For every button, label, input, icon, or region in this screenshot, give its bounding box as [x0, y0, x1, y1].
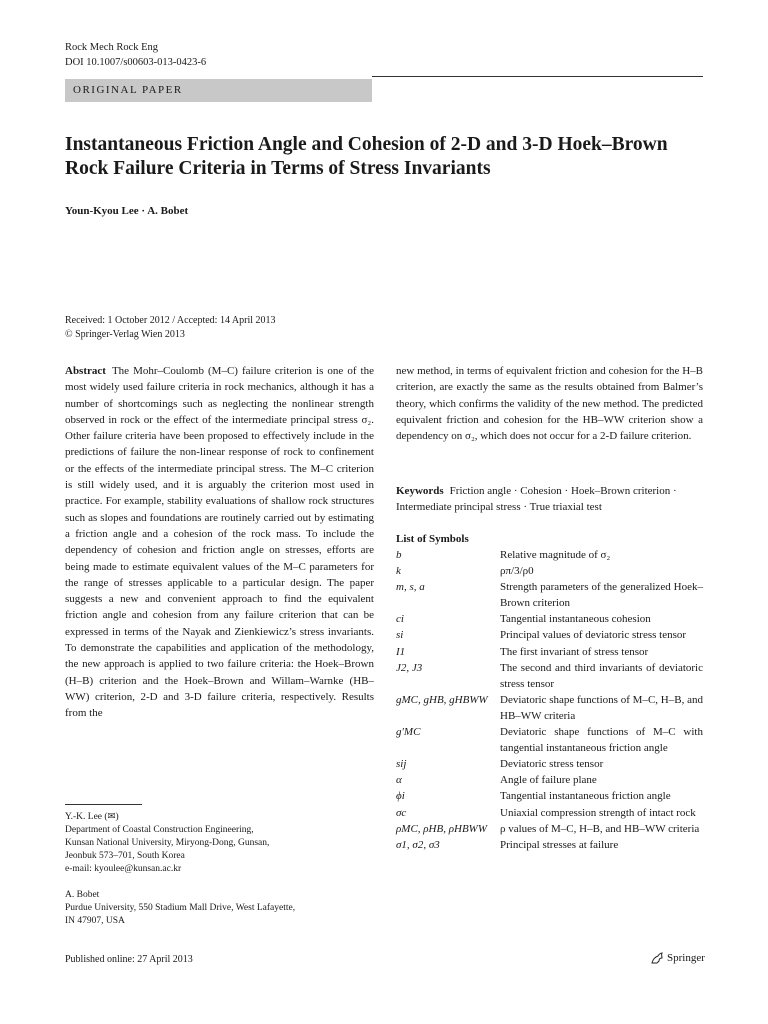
symbol-description: Tangential instantaneous cohesion — [500, 613, 651, 626]
paper-type-banner: ORIGINAL PAPER — [65, 79, 372, 102]
symbol-row — [396, 660, 703, 692]
symbol-description: Angle of failure plane — [500, 774, 597, 787]
symbol: α — [396, 774, 402, 787]
footnote-rule — [65, 804, 142, 805]
dates — [65, 314, 276, 342]
abstract-column-2: new method, in terms of equivalent friction and cohesion for the H–B criterion, are exactly the same as the results obtained from Balmer’s theory, which confirms the validity of the new method. The predicted equivalent friction and cohesion for the HB–WW criterion show a dependency on σ₂, which does not occur for a 2-D failure criterion. — [396, 365, 703, 443]
symbol: g′MC — [396, 726, 421, 739]
header-rule — [372, 76, 703, 77]
symbol: σc — [396, 806, 407, 819]
symbol-row — [396, 692, 703, 724]
keywords — [396, 483, 703, 516]
symbol-description: The first invariant of stress tensor — [500, 645, 649, 658]
affiliation-line: Department of Coastal Construction Engineering, — [65, 825, 254, 835]
affiliation-line: IN 47907, USA — [65, 916, 125, 926]
affiliation-line: Purdue University, 550 Stadium Mall Drive, West Lafayette, — [65, 903, 296, 913]
symbol-description: Deviatoric shape functions of M–C with tangential instantaneous friction angle — [500, 726, 703, 755]
symbol: ci — [396, 613, 404, 626]
affiliation-line: Kunsan National University, Miryong-Dong, Gunsan, — [65, 838, 270, 848]
symbol-description: Uniaxial compression strength of intact rock — [500, 806, 696, 819]
symbol: ϕi — [396, 790, 405, 803]
keywords-heading: Keywords — [396, 485, 444, 497]
symbol-row — [396, 805, 703, 821]
affiliations — [65, 811, 365, 941]
symbol-row — [396, 724, 703, 756]
symbol-row — [396, 788, 703, 804]
symbol-row — [396, 611, 703, 627]
symbol: si — [396, 629, 404, 642]
keywords-text: Friction angle · Cohesion · Hoek–Brown criterion · Intermediate principal stress · True triaxial test — [396, 485, 677, 514]
affiliation-block — [65, 889, 365, 928]
publisher-logo — [650, 951, 705, 965]
symbol-description: Principal values of deviatoric stress tensor — [500, 629, 687, 642]
symbol-row — [396, 547, 703, 563]
symbol-description: Deviatoric shape functions of M–C, H–B, and HB–WW criteria — [500, 693, 703, 722]
symbol-description: Principal stresses at failure — [500, 838, 619, 851]
copyright: © Springer-Verlag Wien 2013 — [65, 329, 185, 340]
list-of-symbols — [396, 532, 703, 853]
symbol: σ1, σ2, σ3 — [396, 838, 440, 851]
published-online: Published online: 27 April 2013 — [65, 954, 193, 965]
symbol: ρMC, ρHB, ρHBWW — [396, 822, 487, 835]
journal-header — [65, 40, 206, 70]
received-accepted: Received: 1 October 2012 / Accepted: 14 April 2013 — [65, 315, 276, 326]
symbol-row — [396, 627, 703, 643]
abstract-text-1: The Mohr–Coulomb (M–C) failure criterion is one of the most widely used failure criteria in rock mechanics, although it has a number of shortcomings such as neglecting the nonlinear strength observed in rock or the effect of the intermediate principal stress σ₂. Other failure criteria have been proposed to effectively include in the predictions of failure the non-linear response of rock to confinement or the effects of the intermediate principal stress. The M–C criterion is still widely used, and it is arguably the criterion most used in practice. For example, stability evaluations of shallow rock structures such as slopes and foundations are routinely carried out by estimating a friction angle and a cohesion of the rock mass. To include the dependency of cohesion and friction angle on stresses, efforts are being made to estimate equivalent values of the M–C parameters for the range of stresses applicable to a particular design. The paper suggests a new and convenient approach to find the equivalent friction angle and cohesion from any failure criterion that can be expressed in terms of the Nayak and Zienkiewicz’s stress invariants. To demonstrate the capabilities and application of the methodology, the new approach is applied to two failure criteria: the Hoek–Brown (H–B) criterion and the Hoek–Brown and Willam–Warnke (HB–WW) criterion, 2-D and 3-D failure criteria, respectively. Results from the — [65, 365, 374, 720]
symbol-row — [396, 837, 703, 853]
symbol-description: The second and third invariants of deviatoric stress tensor — [500, 661, 703, 690]
symbol-description: ρπ/3/ρ0 — [500, 565, 534, 578]
symbols-list — [396, 547, 703, 853]
affiliation-line: e-mail: kyoulee@kunsan.ac.kr — [65, 864, 182, 874]
affiliation-author: A. Bobet — [65, 890, 100, 900]
symbol-description: Deviatoric stress tensor — [500, 758, 604, 771]
abstract-column-1 — [65, 363, 374, 722]
symbol: sij — [396, 758, 407, 771]
symbol-row — [396, 644, 703, 660]
affiliation-author: Y.-K. Lee (✉) — [65, 812, 119, 822]
symbol: k — [396, 565, 401, 578]
symbol: b — [396, 549, 402, 561]
symbol: I1 — [396, 645, 406, 658]
abstract-heading: Abstract — [65, 365, 106, 377]
symbol-row — [396, 756, 703, 772]
symbol-description: Strength parameters of the generalized Hoek–Brown criterion — [500, 581, 703, 610]
journal-doi: DOI 10.1007/s00603-013-0423-6 — [65, 57, 207, 68]
symbol-row — [396, 579, 703, 611]
symbol-row — [396, 821, 703, 837]
springer-horse-icon — [650, 951, 664, 965]
symbol-description: ρ values of M–C, H–B, and HB–WW criteria — [500, 822, 700, 835]
publisher-name: Springer — [667, 952, 705, 964]
symbol: gMC, gHB, gHBWW — [396, 693, 488, 706]
symbol-description: Tangential instantaneous friction angle — [500, 790, 671, 803]
symbol-row — [396, 772, 703, 788]
symbol-description: Relative magnitude of σ₂ — [500, 549, 611, 561]
symbol: J2, J3 — [396, 661, 423, 674]
symbols-heading: List of Symbols — [396, 533, 469, 545]
affiliation-block — [65, 811, 365, 876]
authors: Youn-Kyou Lee · A. Bobet — [65, 205, 189, 217]
symbol: m, s, a — [396, 581, 425, 594]
journal-name: Rock Mech Rock Eng — [65, 42, 159, 53]
paper-title: Instantaneous Friction Angle and Cohesion of 2-D and 3-D Hoek–Brown Rock Failure Criteria in Terms of Stress Invariants — [65, 134, 668, 179]
affiliation-line: Jeonbuk 573–701, South Korea — [65, 851, 185, 861]
symbol-row — [396, 563, 703, 579]
